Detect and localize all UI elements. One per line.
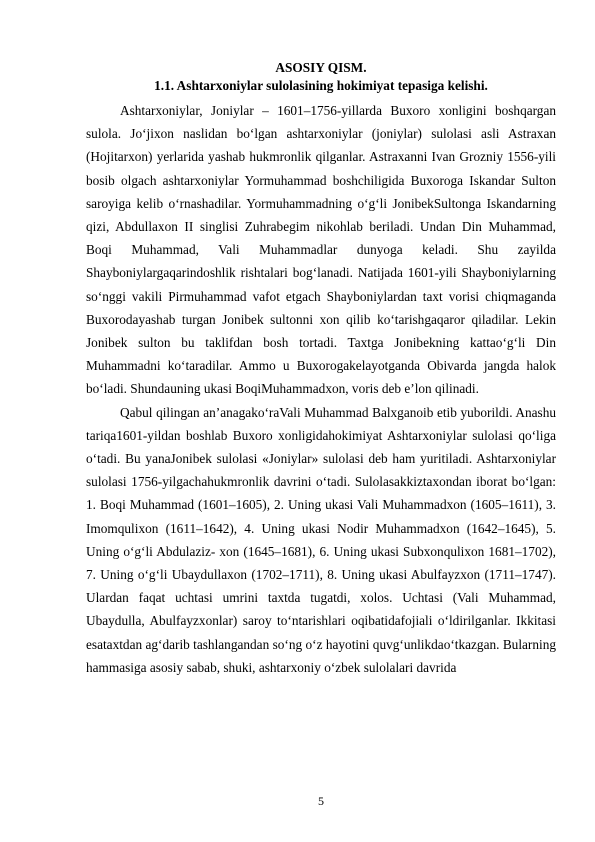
section-heading: ASOSIY QISM. (275, 60, 367, 75)
paragraph-2: Qabul qilingan an’anagako‘raVali Muhammad Balxganoib etib yuborildi. Anashu tariqa1601-yildan boshlab Buxoro xonligidahokimiyat Ashtarxoniylar sulolasi qo‘liga o‘tadi. Bu yanaJonibek sulolasi «Joniylar» sulolasi deb ham yuritiladi. Ashtarxoniylar sulolasi 1756-yilgachahukmronlik davrini o‘tadi. Sulolasakkiztaxondan iborat bo‘lgan: 1. Boqi Muhammad (1601–1605), 2. Uning ukasi Vali Muhammadxon (1605–1611), 3. Imomqulixon (1611–1642), 4. Uning ukasi Nodir Muhammadxon (1642–1645), 5. Uning o‘g‘li Abdulaziz- xon (1645–1681), 6. Uning ukasi Subxonqulixon 1681–1702), 7. Uning o‘g‘li Ubaydullaxon (1702–1711), 8. Uning ukasi Abulfayzxon (1711–1747). Ulardan faqat uchtasi umrini taxtda tugatdi, xolos. Uchtasi (Vali Muhammad, Ubaydulla, Abulfayzxonlar) saroy to‘ntarishlari oqibatidafojiali o‘ldirilganlar. Ikkitasi esataxtdan ag‘darib tashlangandan so‘ng o‘z hayotini quvg‘unlikdao‘tkazgan. Bularning hammasiga asosiy sabab, shuki, ashtarxoniy o‘zbek sulolalari davrida (86, 404, 556, 675)
page-number: 5 (318, 794, 324, 808)
paragraph-1: Ashtarxoniylar, Joniylar – 1601–1756-yillarda Buxoro xonligini boshqargan sulola. Jo‘jixon naslidan bo‘lgan ashtarxoniylar (joniylar) sulolasi asli Astraxan (Hojitarxon) yerlarida yashab hukmronlik qilganlar. Astraxanni Ivan Grozniy 1556-yili bosib olgach ashtarxoniylar Yormuhammad boshchiligida Buxoroga Iskandar Sulton saroyiga kelib o‘rnashadilar. Yormuhammadning o‘g‘li JonibekSultonga Iskandarning qizi, Abdullaxon II singlisi Zuhrabegim nikohlab beriladi. Undan Din Muhammad, Boqi Muhammad, Vali Muhammadlar dunyoga keladi. Shu zayilda Shayboniylargaqarindoshlik rishtalari bog‘lanadi. Natijada 1601-yili Shayboniylarning so‘nggi vakili Pirmuhammad vafot etgach Shayboniylardan taxt vorisi chiqmaganda Buxorodayashab turgan Jonibek sultonni xon qilib ko‘tarishgaqaror qiladilar. Lekin Jonibek sulton bu taklifdan bosh tortadi. Taxtga Jonibekning kattao‘g‘li Din Muhammadni ko‘taradilar. Ammo u Buxorogakelayotganda Obivarda jangda halok bo‘ladi. Shundauning ukasi BoqiMuhammadxon, voris deb e’lon qilinadi. (86, 103, 556, 397)
subsection-heading: 1.1. Ashtarxoniylar sulolasining hokimiyat tepasiga kelishi. (154, 78, 488, 93)
body-text (86, 99, 556, 679)
